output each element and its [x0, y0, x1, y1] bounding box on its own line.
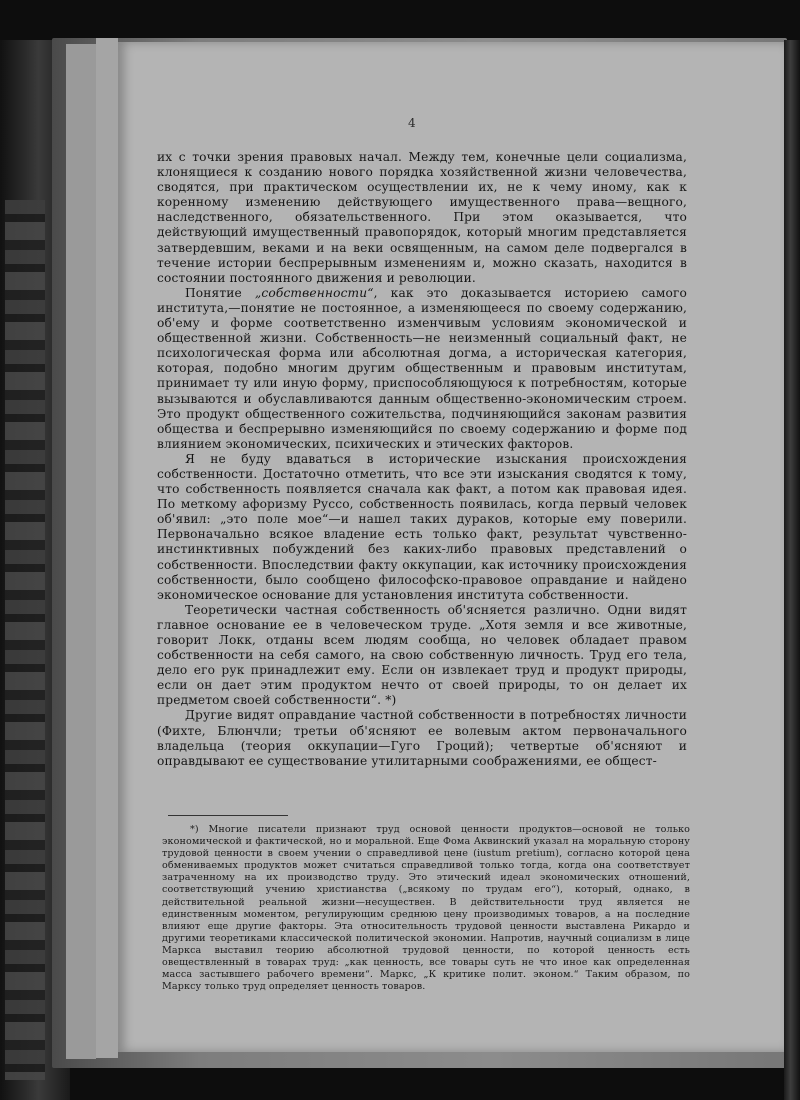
- emphasized-term: „собственности“: [254, 285, 374, 300]
- page-number: 4: [408, 116, 416, 130]
- page-edge: [96, 38, 118, 1058]
- footnote-divider: [168, 815, 288, 816]
- paragraph: их с точки зрения правовых начал. Между тем, конечные цели социализма, клонящиеся к созданию нового порядка хозяйственной жизни человечества, сводятся, при практическом осуществлении их, не к чему иному, как к коренному изменению действующего имущественного права—вещного, наследственного, обязательственного. При этом оказывается, что действующий имущественный правопорядок, который многим представляется затвердевшим, веками и на веки освященным, на самом деле подвергался в течение истории беспрерывным изменениям и, можно сказать, находится в состоянии постоянного движения и революции.: [157, 150, 687, 285]
- spine-texture: [5, 200, 45, 1080]
- paragraph: Теоретически частная собственность об'ясняется различно. Одни видят главное основание ее в человеческом труде. „Хотя земля и все животные, говорит Локк, отданы всем людям сообща, но человек обладает правом собственности на себя самого, на свою собственную личность. Труд его тела, дело его рук принадлежит ему. Если он извлекает труд и продукт природы, если он дает этим продуктом нечто от своей природы, то он делает их предметом своей собственности“. *): [157, 602, 687, 708]
- paragraph-lead: Понятие: [185, 285, 255, 300]
- paragraph: Другие видят оправдание частной собственности в потребностях личности (Фихте, Блюнчли; третьи об'ясняют ее волевым актом первоначального владельца (теория оккупации—Гуго Гроций); четвертые об'ясняют и оправдывают ее существование утилитарными соображениями, ее общест-: [157, 708, 687, 768]
- right-book-edge: [784, 40, 800, 1100]
- page-edge: [66, 44, 96, 1059]
- footnote: [162, 824, 690, 993]
- paragraph: [157, 286, 687, 452]
- footnote-text: *) Многие писатели признают труд основой ценности продуктов—основой не только экономической и фактической, но и моральной. Еще Фома Аквинский указал на моральную сторону трудовой ценности в своем учении о справедливой цене (iustum pretium), согласно которой цена обмениваемых продуктов может считаться справедливой только тогда, когда она соответствует затраченному на их производство труду. Это этический идеал экономических отношений, соответствующий учению христианства („всякому по трудам его“), который, однако, в действительной реальной жизни—несуществен. В действительности труд является не единственным моментом, регулирующим среднюю цену производимых товаров, а на последние влияют еще другие факторы. Эта относительность трудовой ценности выставлена Рикардо и другими теоретиками классической политической экономии. Напротив, научный социализм в лице Маркса выставил теорию абсолютной трудовой ценности, по которой ценность есть овеществленный в товарах труд: „как ценность, все товары суть не что иное как определенная масса застывшего рабочего времени“. Маркс, „К критике полит. эконом.“ Таким образом, по Марксу только труд определяет ценность товаров.: [162, 824, 690, 993]
- paragraph: Я не буду вдаваться в исторические изыскания происхождения собственности. Достаточно отметить, что все эти изыскания сводятся к тому, что собственность появляется сначала как факт, а потом как правовая идея. По меткому афоризму Руссо, собственность появилась, когда первый человек об'явил: „это поле мое“—и нашел таких дураков, которые ему поверили. Первоначально всякое владение есть только факт, результат чувственно-инстинктивных побуждений без каких-либо правовых представлений о собственности. Впоследствии факту оккупации, как источнику происхождения собственности, было сообщено философско-правовое оправдание и найдено экономическое основание для установления института собственности.: [157, 451, 687, 602]
- paragraph-rest: , как это доказывается историею самого института,—понятие не постоянное, а изменяющееся по своему содержанию, об'ему и форме соответственно изменчивым условиям экономической и общественной жизни. Собственность—не неизменный социальный факт, не психологическая форма или абсолютная догма, а историческая категория, которая, подобно многим другим общественным и правовым институтам, принимает ту или иную форму, приспособляющуюся к потребностям, которые вызываются и обуславливаются данным общественно-экономическим строем. Это продукт общественного сожительства, подчиняющийся законам развития общества и беспрерывно изменяющийся по своему содержанию и форме под влиянием экономических, психических и этических факторов.: [157, 285, 687, 451]
- body-text: [157, 150, 687, 769]
